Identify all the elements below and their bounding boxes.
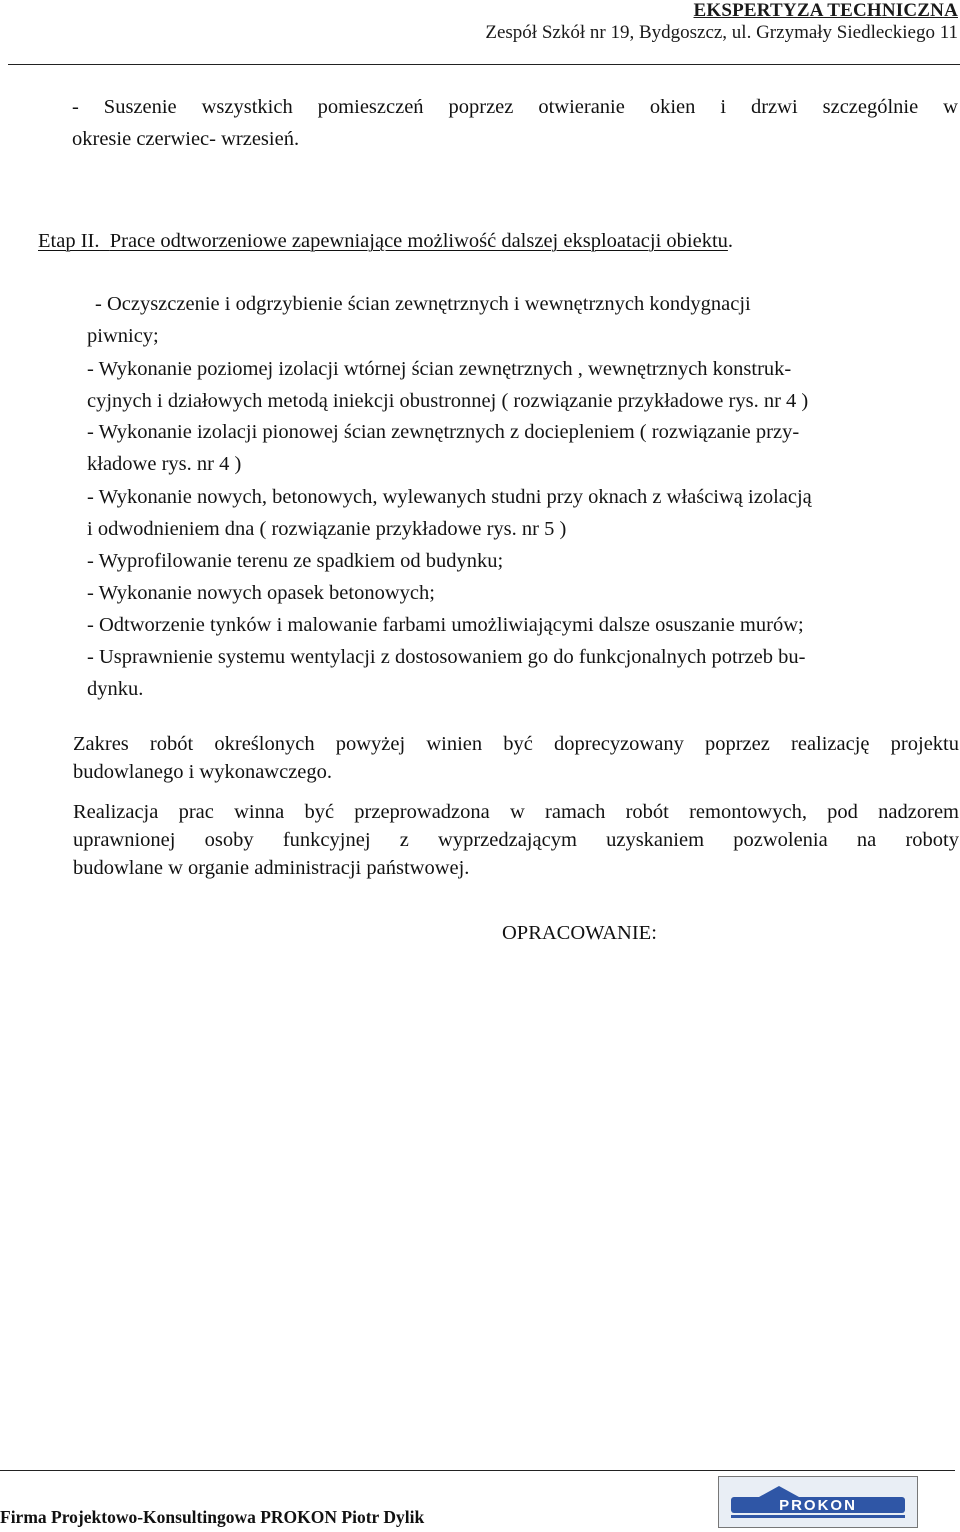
intro-line-1: - Suszenie wszystkich pomieszczeń poprzez otwieranie okien i drzwi szczególnie w [72,96,958,118]
list-item: cyjnych i działowych metodą iniekcji obustronnej ( rozwiązanie przykładowe rys. nr 4 ) [87,390,809,412]
document-title: EKSPERTYZA TECHNICZNA [693,0,958,21]
list-item: - Odtworzenie tynków i malowanie farbami umożliwiającymi dalsze osuszanie murów; [87,614,804,636]
header-divider [8,64,960,65]
svg-text:PROKON: PROKON [779,1497,857,1514]
document-subtitle: Zespół Szkół nr 19, Bydgoszcz, ul. Grzymały Siedleckiego 11 [485,22,958,43]
list-item: - Wykonanie nowych opasek betonowych; [87,582,435,604]
prepared-by-label: OPRACOWANIE: [502,922,657,944]
scope-line: Zakres robót określonych powyżej winien być doprecyzowany poprzez realizację projektu [73,733,959,755]
list-item: - Oczyszczenie i odgrzybienie ścian zewnętrznych i wewnętrznych kondygnacji [95,293,751,315]
stage-heading [38,230,733,253]
list-item: dynku. [87,678,144,700]
prokon-logo-icon [719,1477,917,1527]
list-item: piwnicy; [87,325,159,347]
company-logo [718,1476,918,1528]
realization-line: budowlane w organie administracji państwowej. [73,857,470,879]
scope-paragraph [73,730,959,786]
list-item: - Usprawnienie systemu wentylacji z dostosowaniem go do funkcjonalnych potrzeb bu- [87,646,806,668]
realization-line: uprawnionej osoby funkcyjnej z wyprzedzającym uzyskaniem pozwolenia na roboty [73,829,959,851]
realization-line: Realizacja prac winna być przeprowadzona w ramach robót remontowych, pod nadzorem [73,801,959,823]
realization-paragraph [73,798,959,882]
intro-line-2: okresie czerwiec- wrzesień. [72,128,300,150]
list-item: - Wyprofilowanie terenu ze spadkiem od budynku; [87,550,504,572]
list-item: - Wykonanie poziomej izolacji wtórnej ścian zewnętrznych , wewnętrznych konstruk- [87,358,792,380]
list-item: i odwodnieniem dna ( rozwiązanie przykładowe rys. nr 5 ) [87,518,567,540]
scope-line: budowlanego i wykonawczego. [73,761,333,783]
stage-title: Prace odtworzeniowe zapewniające możliwość dalszej eksploatacji obiektu [109,230,728,252]
list-item: kładowe rys. nr 4 ) [87,453,242,475]
footer-company: Firma Projektowo-Konsultingowa PROKON Piotr Dylik [0,1507,425,1527]
footer-divider [0,1470,955,1471]
list-item: - Wykonanie izolacji pionowej ścian zewnętrznych z dociepleniem ( rozwiązanie przy- [87,421,800,443]
stage-label: Etap II. [38,230,100,252]
list-item: - Wykonanie nowych, betonowych, wylewanych studni przy oknach z właściwą izolacją [87,486,812,508]
stage-period: . [727,230,734,252]
